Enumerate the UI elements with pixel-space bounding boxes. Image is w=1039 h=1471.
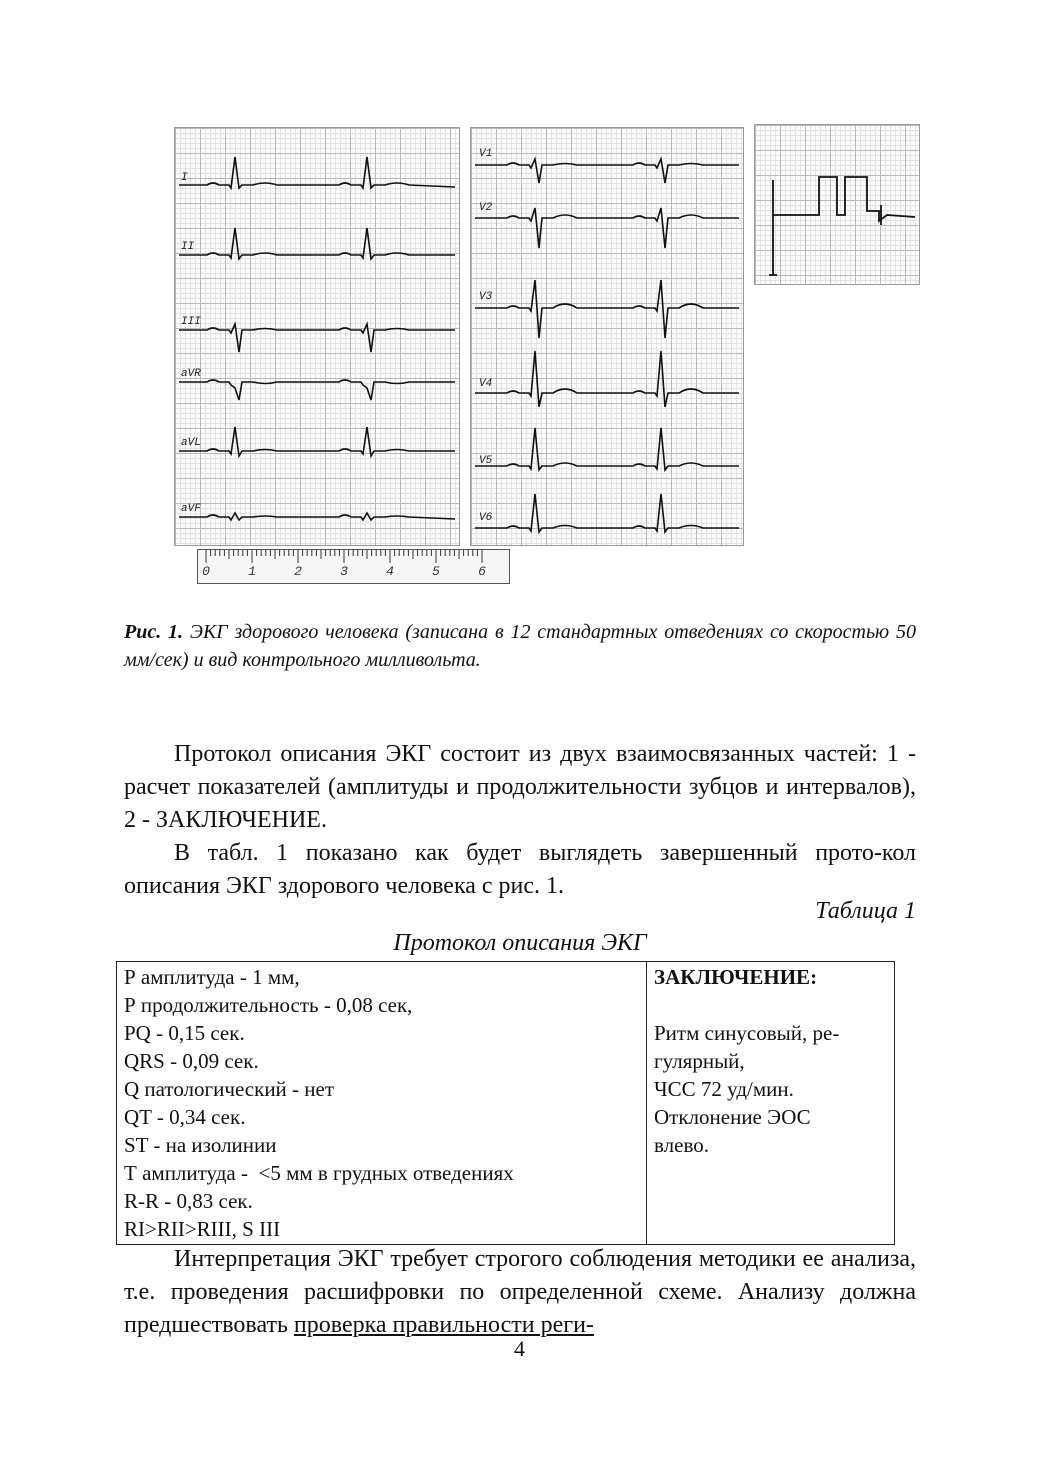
paragraph-3 <box>124 1243 916 1342</box>
ecg-trace <box>179 228 455 259</box>
lead-label-V3: V3 <box>479 291 493 303</box>
protocol-table <box>116 961 895 1245</box>
paragraph-3-text: Интерпретация ЭКГ требует строгого соблюдения методики ее анализа, т.е. проведения расшифровки по определенной схеме. Анализу должна предшествовать <box>124 1246 916 1338</box>
conclusion-line: ЧСС 72 уд/мин. <box>654 1077 794 1101</box>
param-line: Р продолжительность - 0,08 сек, <box>124 993 413 1017</box>
ruler <box>197 549 510 584</box>
ruler-mark-1: 1 <box>248 564 256 579</box>
ecg-trace <box>475 280 739 338</box>
ecg-trace <box>179 324 455 352</box>
table-row <box>117 962 895 1245</box>
paragraph-1-text: Протокол описания ЭКГ состоит из двух взаимосвязанных частей: 1 - расчет показателей (амплитуды и продолжительности зубцов и интервалов), 2 - ЗАКЛЮЧЕНИЕ. <box>124 741 916 833</box>
lead-label-V6: V6 <box>479 512 493 524</box>
calibration-trace <box>755 125 919 284</box>
table-number-label: Таблица 1 <box>815 898 916 924</box>
ecg-trace <box>179 157 455 188</box>
lead-label-I: I <box>181 172 188 184</box>
conclusion-line: гулярный, <box>654 1049 745 1073</box>
ecg-chest-leads-panel <box>470 127 744 546</box>
ecg-trace <box>475 351 739 407</box>
ecg-trace <box>475 208 739 248</box>
lead-label-V4: V4 <box>479 378 493 390</box>
param-line: ST - на изолинии <box>124 1133 277 1157</box>
paragraph-2-text: В табл. 1 показано как будет выглядеть завершенный прото-кол описания ЭКГ здорового человека с рис. 1. <box>124 840 916 899</box>
lead-label-aVR: aVR <box>181 368 201 380</box>
param-line: RI>RII>RIII, S III <box>124 1217 281 1241</box>
ruler-mark-2: 2 <box>294 564 302 579</box>
lead-label-V1: V1 <box>479 148 493 160</box>
ecg-trace <box>475 428 739 470</box>
paragraph-1 <box>124 738 916 837</box>
conclusion-line: Отклонение ЭОС <box>654 1105 811 1129</box>
lead-label-V2: V2 <box>479 202 493 214</box>
param-line: PQ - 0,15 сек. <box>124 1021 245 1045</box>
figure-caption-label: Рис. 1. <box>124 621 184 643</box>
ruler-mark-6: 6 <box>478 564 486 579</box>
table-caption: Протокол описания ЭКГ <box>393 930 647 956</box>
chest-leads-traces <box>471 128 743 545</box>
paragraph-3-underlined: проверка правильности реги- <box>293 1312 594 1338</box>
figure-caption <box>124 618 916 674</box>
paragraph-2 <box>124 837 916 903</box>
conclusion-line: Ритм синусовый, ре- <box>654 1021 840 1045</box>
lead-label-II: II <box>181 241 195 253</box>
lead-label-aVF: aVF <box>181 503 201 515</box>
param-line: QT - 0,34 сек. <box>124 1105 246 1129</box>
parameters-cell <box>117 962 647 1245</box>
lead-label-V5: V5 <box>479 455 493 467</box>
ruler-mark-0: 0 <box>202 564 210 579</box>
ecg-trace <box>179 427 455 456</box>
lead-label-III: III <box>181 316 201 328</box>
param-line: Т амплитуда - <5 мм в грудных отведениях <box>124 1161 514 1185</box>
ecg-trace <box>179 380 455 400</box>
ruler-mark-4: 4 <box>386 564 394 579</box>
lead-label-aVL: aVL <box>181 437 201 449</box>
ecg-limb-leads-panel <box>174 127 460 546</box>
page-number: 4 <box>514 1336 525 1361</box>
ecg-trace <box>475 494 739 532</box>
conclusion-heading: ЗАКЛЮЧЕНИЕ: <box>654 965 818 989</box>
conclusion-line: влево. <box>654 1133 709 1157</box>
ruler-mark-3: 3 <box>340 564 348 579</box>
limb-leads-traces <box>175 128 459 545</box>
ecg-trace <box>179 513 455 520</box>
conclusion-cell <box>647 962 895 1245</box>
ruler-ticks <box>198 550 509 564</box>
param-line: Q патологический - нет <box>124 1077 335 1101</box>
calibration-millivolt-panel <box>754 124 920 285</box>
ecg-trace <box>475 159 739 183</box>
param-line: QRS - 0,09 сек. <box>124 1049 259 1073</box>
param-line: Р амплитуда - 1 мм, <box>124 965 300 989</box>
figure-caption-text: ЭКГ здорового человека (записана в 12 стандартных отведениях со скоростью 50 мм/сек) и вид контрольного милливольта. <box>124 621 916 671</box>
ruler-mark-5: 5 <box>432 564 440 579</box>
param-line: R-R - 0,83 сек. <box>124 1189 253 1213</box>
